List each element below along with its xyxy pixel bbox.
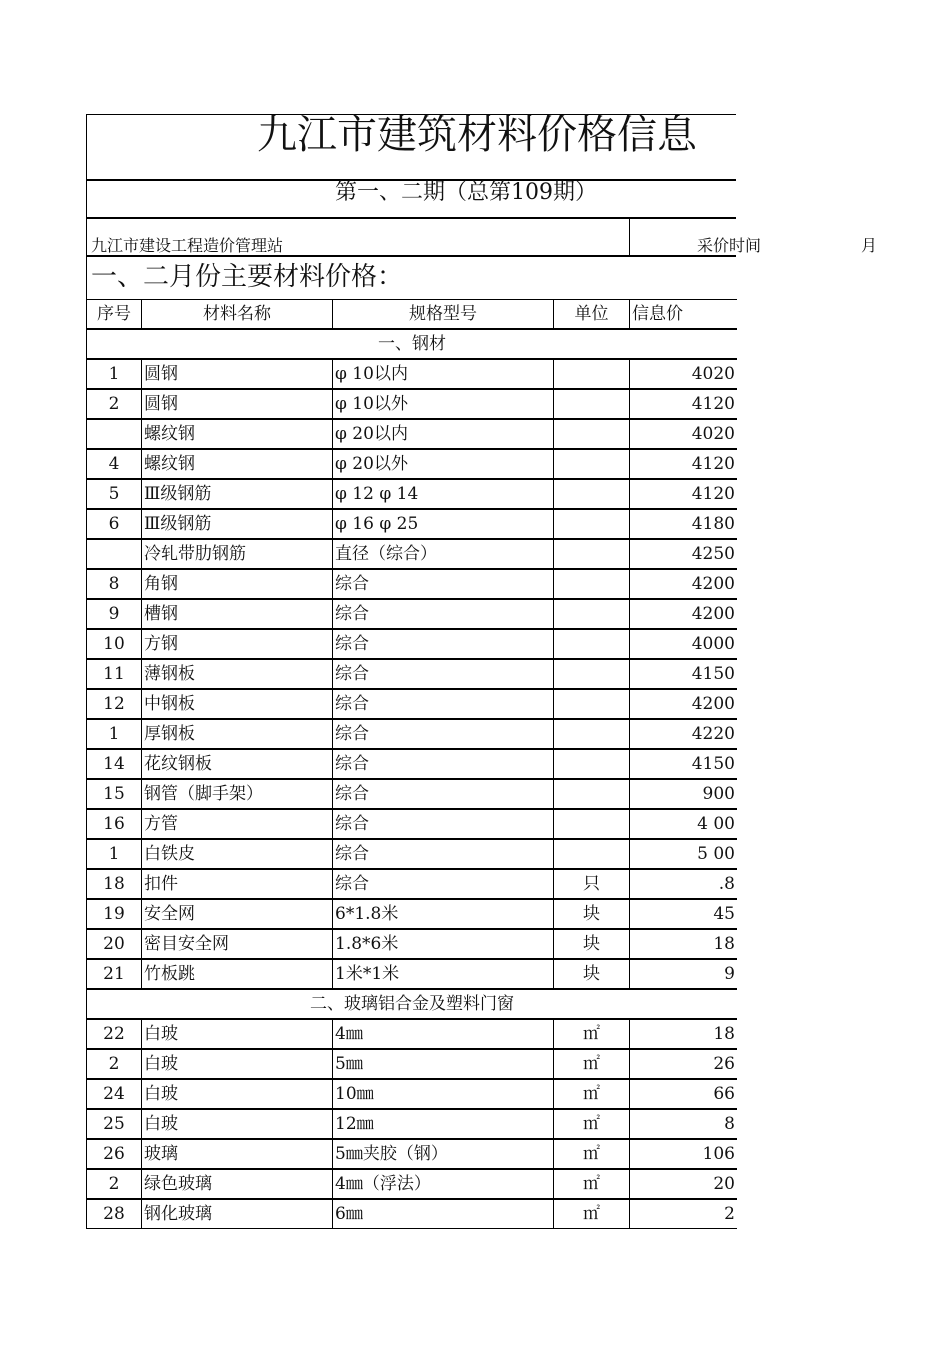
table-row	[87, 449, 738, 479]
info-price: 66	[630, 1079, 738, 1109]
info-price: 5 00	[630, 839, 738, 869]
table-row	[87, 479, 738, 509]
title-row	[86, 114, 736, 179]
table-row	[87, 869, 738, 899]
category-label: 二、玻璃铝合金及塑料门窗	[87, 989, 738, 1019]
material-spec: 综合	[333, 749, 554, 779]
material-spec: 1米*1米	[333, 959, 554, 989]
table-row	[87, 749, 738, 779]
unit	[554, 419, 630, 449]
info-price: 4150	[630, 659, 738, 689]
info-price: 4120	[630, 389, 738, 419]
row-number: 1	[87, 839, 142, 869]
row-number: 1	[87, 719, 142, 749]
info-price: 4020	[630, 419, 738, 449]
info-price: 4200	[630, 599, 738, 629]
page-title: 九江市建筑材料价格信息	[257, 112, 697, 158]
unit	[554, 389, 630, 419]
info-price: 2	[630, 1199, 738, 1229]
table-row	[87, 389, 738, 419]
material-spec: 综合	[333, 629, 554, 659]
material-name: Ⅲ级钢筋	[142, 479, 333, 509]
table-row	[87, 599, 738, 629]
material-spec: φ 20以内	[333, 419, 554, 449]
unit: 块	[554, 959, 630, 989]
info-price: 4220	[630, 719, 738, 749]
table-row	[87, 509, 738, 539]
material-name: 薄钢板	[142, 659, 333, 689]
table-header-row	[87, 300, 738, 330]
row-number: 22	[87, 1019, 142, 1049]
info-price: 4250	[630, 539, 738, 569]
table-row	[87, 899, 738, 929]
material-spec: 综合	[333, 689, 554, 719]
info-price: 18	[630, 929, 738, 959]
material-spec: 4㎜	[333, 1019, 554, 1049]
table-row	[87, 659, 738, 689]
info-price: .8	[630, 869, 738, 899]
unit	[554, 779, 630, 809]
info-price: 20	[630, 1169, 738, 1199]
row-number: 15	[87, 779, 142, 809]
row-number: 14	[87, 749, 142, 779]
material-name: 槽钢	[142, 599, 333, 629]
unit: 只	[554, 869, 630, 899]
table-row	[87, 419, 738, 449]
material-spec: 6㎜	[333, 1199, 554, 1229]
material-name: 角钢	[142, 569, 333, 599]
info-price: 900	[630, 779, 738, 809]
table-row	[87, 719, 738, 749]
info-price: 4150	[630, 749, 738, 779]
row-number: 9	[87, 599, 142, 629]
issuer-row	[86, 217, 878, 257]
material-name: 扣件	[142, 869, 333, 899]
row-number: 21	[87, 959, 142, 989]
table-row	[87, 539, 738, 569]
issuer-name: 九江市建设工程造价管理站	[91, 236, 284, 255]
material-name: Ⅲ级钢筋	[142, 509, 333, 539]
unit	[554, 569, 630, 599]
unit: ㎡	[554, 1049, 630, 1079]
material-name: 中钢板	[142, 689, 333, 719]
material-name: 安全网	[142, 899, 333, 929]
unit	[554, 629, 630, 659]
material-spec: 综合	[333, 599, 554, 629]
material-spec: 5㎜夹胶（钢）	[333, 1139, 554, 1169]
row-number: 16	[87, 809, 142, 839]
period-label: 第一、二期（总第109期）	[335, 180, 597, 205]
unit	[554, 599, 630, 629]
table-row	[87, 359, 738, 389]
unit: 块	[554, 929, 630, 959]
info-price: 4200	[630, 689, 738, 719]
material-spec: φ 20以外	[333, 449, 554, 479]
unit	[554, 809, 630, 839]
row-number	[87, 419, 142, 449]
material-spec: 综合	[333, 869, 554, 899]
cell-divider	[629, 219, 630, 255]
row-number: 26	[87, 1139, 142, 1169]
unit	[554, 509, 630, 539]
table-row	[87, 1049, 738, 1079]
unit	[554, 719, 630, 749]
column-header: 规格型号	[333, 300, 554, 330]
material-spec: 4㎜（浮法）	[333, 1169, 554, 1199]
unit: ㎡	[554, 1199, 630, 1229]
material-name: 螺纹钢	[142, 419, 333, 449]
column-header: 信息价	[630, 300, 738, 330]
row-number	[87, 539, 142, 569]
material-name: 花纹钢板	[142, 749, 333, 779]
material-spec: 综合	[333, 569, 554, 599]
unit	[554, 749, 630, 779]
price-table	[86, 299, 737, 1229]
row-number: 2	[87, 389, 142, 419]
table-row	[87, 629, 738, 659]
survey-time-label: 采价时间	[697, 236, 762, 255]
table-row	[87, 1109, 738, 1139]
material-name: 方管	[142, 809, 333, 839]
row-number: 24	[87, 1079, 142, 1109]
material-name: 螺纹钢	[142, 449, 333, 479]
table-row	[87, 779, 738, 809]
table-row	[87, 1139, 738, 1169]
row-number: 4	[87, 449, 142, 479]
info-price: 4000	[630, 629, 738, 659]
material-name: 绿色玻璃	[142, 1169, 333, 1199]
unit: ㎡	[554, 1079, 630, 1109]
material-name: 白铁皮	[142, 839, 333, 869]
unit: 块	[554, 899, 630, 929]
material-spec: 综合	[333, 809, 554, 839]
table-row	[87, 809, 738, 839]
material-name: 白玻	[142, 1079, 333, 1109]
table-row	[87, 839, 738, 869]
material-spec: φ 16 φ 25	[333, 509, 554, 539]
row-number: 2	[87, 1169, 142, 1199]
info-price: 45	[630, 899, 738, 929]
table-row	[87, 1019, 738, 1049]
unit	[554, 539, 630, 569]
info-price: 106	[630, 1139, 738, 1169]
material-name: 玻璃	[142, 1139, 333, 1169]
row-number: 12	[87, 689, 142, 719]
material-name: 竹板跳	[142, 959, 333, 989]
category-row	[87, 329, 738, 359]
row-number: 10	[87, 629, 142, 659]
table-row	[87, 569, 738, 599]
row-number: 25	[87, 1109, 142, 1139]
unit	[554, 479, 630, 509]
column-header: 材料名称	[142, 300, 333, 330]
material-name: 密目安全网	[142, 929, 333, 959]
material-spec: 综合	[333, 719, 554, 749]
section-title: 一、二月份主要材料价格：	[91, 262, 404, 292]
unit: ㎡	[554, 1139, 630, 1169]
material-name: 白玻	[142, 1109, 333, 1139]
period-row	[86, 179, 736, 217]
row-number: 18	[87, 869, 142, 899]
info-price: 4020	[630, 359, 738, 389]
unit: ㎡	[554, 1019, 630, 1049]
material-name: 圆钢	[142, 389, 333, 419]
unit	[554, 689, 630, 719]
table-row	[87, 1079, 738, 1109]
material-name: 厚钢板	[142, 719, 333, 749]
unit	[554, 449, 630, 479]
row-number: 19	[87, 899, 142, 929]
material-spec: φ 10以内	[333, 359, 554, 389]
table-row	[87, 1169, 738, 1199]
row-number: 6	[87, 509, 142, 539]
material-spec: 1.8*6米	[333, 929, 554, 959]
material-spec: 综合	[333, 659, 554, 689]
material-spec: φ 10以外	[333, 389, 554, 419]
table-row	[87, 929, 738, 959]
material-spec: 5㎜	[333, 1049, 554, 1079]
material-spec: 10㎜	[333, 1079, 554, 1109]
row-number: 5	[87, 479, 142, 509]
info-price: 4 00	[630, 809, 738, 839]
material-name: 白玻	[142, 1019, 333, 1049]
table-row	[87, 959, 738, 989]
material-spec: 6*1.8米	[333, 899, 554, 929]
unit: ㎡	[554, 1109, 630, 1139]
material-name: 白玻	[142, 1049, 333, 1079]
price-sheet	[86, 112, 878, 1229]
info-price: 26	[630, 1049, 738, 1079]
unit	[554, 659, 630, 689]
category-row	[87, 989, 738, 1019]
table-row	[87, 1199, 738, 1229]
material-name: 钢化玻璃	[142, 1199, 333, 1229]
info-price: 8	[630, 1109, 738, 1139]
material-name: 圆钢	[142, 359, 333, 389]
material-spec: 综合	[333, 779, 554, 809]
section-title-row	[86, 257, 736, 299]
material-name: 冷轧带肋钢筋	[142, 539, 333, 569]
info-price: 9	[630, 959, 738, 989]
month-label: 月	[861, 236, 878, 255]
row-number: 2	[87, 1049, 142, 1079]
material-name: 方钢	[142, 629, 333, 659]
material-spec: 直径（综合）	[333, 539, 554, 569]
row-number: 11	[87, 659, 142, 689]
row-number: 1	[87, 359, 142, 389]
category-label: 一、钢材	[87, 329, 738, 359]
info-price: 4200	[630, 569, 738, 599]
info-price: 4120	[630, 449, 738, 479]
info-price: 4180	[630, 509, 738, 539]
unit	[554, 359, 630, 389]
row-number: 20	[87, 929, 142, 959]
material-spec: 综合	[333, 839, 554, 869]
unit: ㎡	[554, 1169, 630, 1199]
row-number: 8	[87, 569, 142, 599]
column-header: 序号	[87, 300, 142, 330]
info-price: 4120	[630, 479, 738, 509]
row-number: 28	[87, 1199, 142, 1229]
unit	[554, 839, 630, 869]
column-header: 单位	[554, 300, 630, 330]
material-spec: φ 12 φ 14	[333, 479, 554, 509]
material-name: 钢管（脚手架）	[142, 779, 333, 809]
table-row	[87, 689, 738, 719]
info-price: 18	[630, 1019, 738, 1049]
material-spec: 12㎜	[333, 1109, 554, 1139]
